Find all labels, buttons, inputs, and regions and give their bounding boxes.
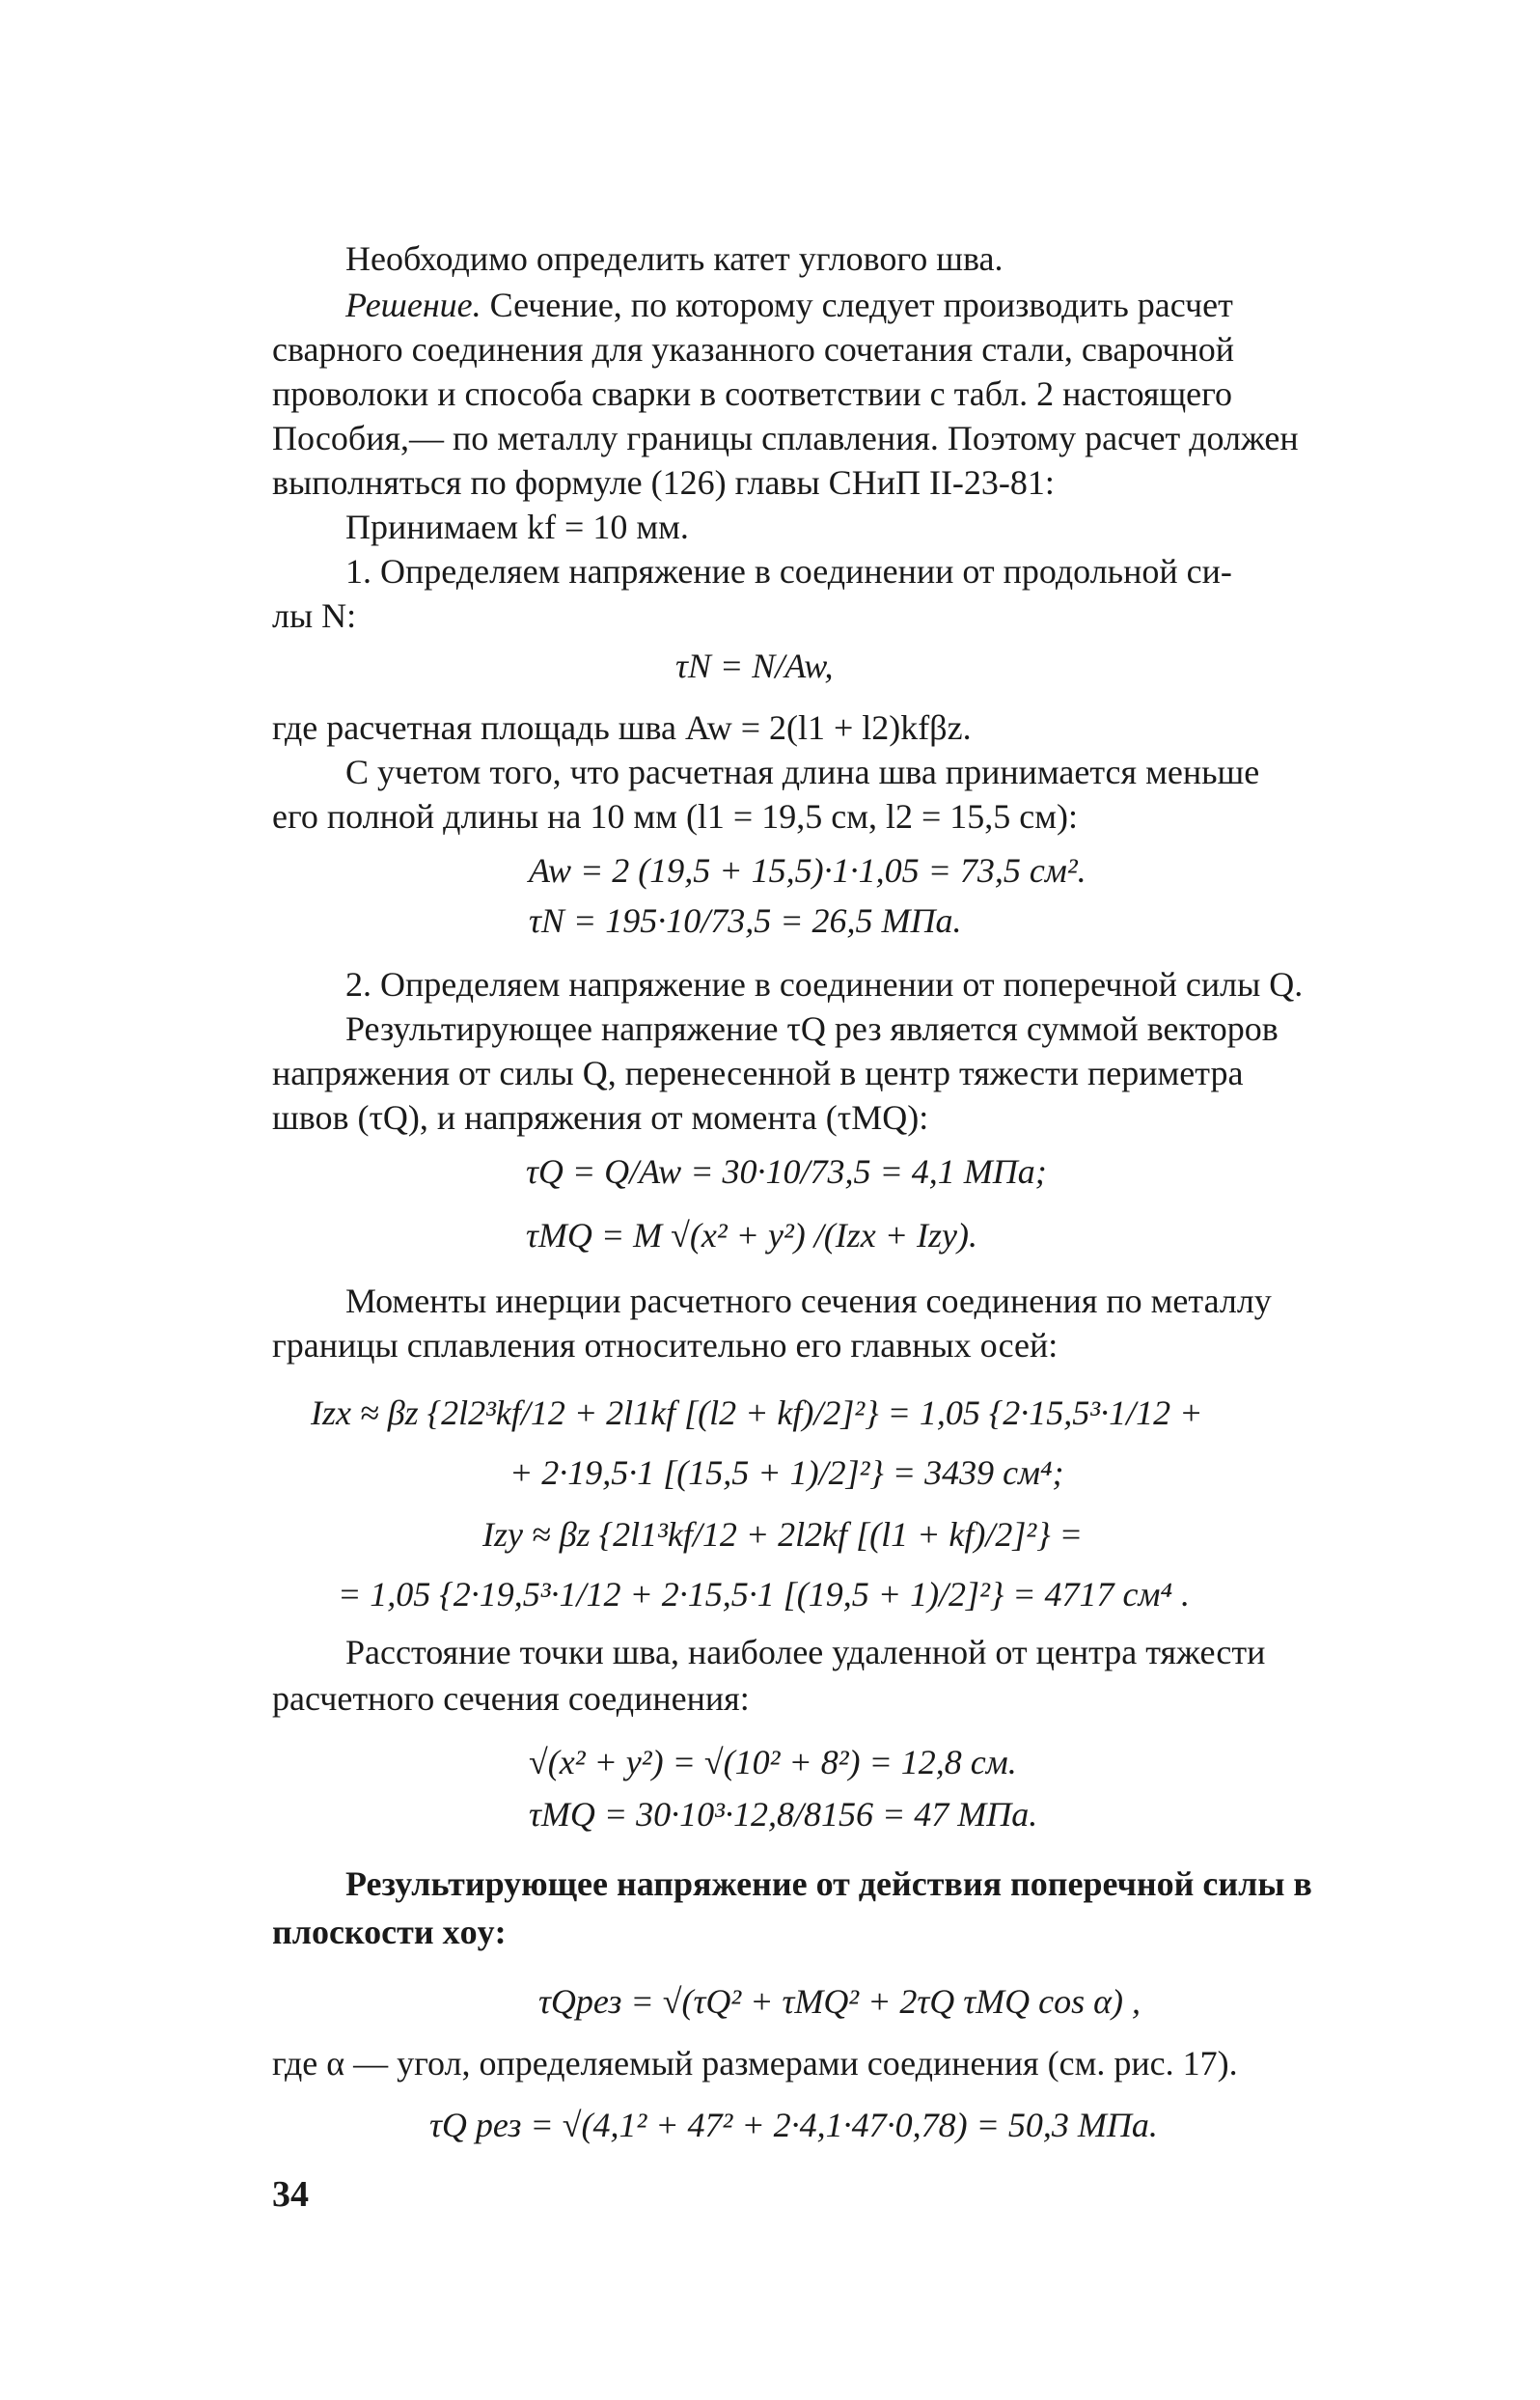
- formula: τQ = Q/Aw = 30·10/73,5 = 4,1 МПа;: [526, 1152, 1047, 1191]
- formula: τQ рез = √(4,1² + 47² + 2·4,1·47·0,78) = 50,3 МПа.: [429, 2106, 1158, 2144]
- formula: τN = N/Aw,: [675, 647, 834, 685]
- formula: τMQ = 30·10³·12,8/8156 = 47 МПа.: [529, 1795, 1038, 1834]
- text-line: Принимаем kf = 10 мм.: [345, 508, 689, 546]
- text-line: его полной длины на 10 мм (l1 = 19,5 см, l2 = 15,5 см):: [272, 797, 1079, 836]
- heading-solution: Решение.: [345, 286, 481, 324]
- text-line: Расстояние точки шва, наиболее удаленной от центра тяжести: [345, 1633, 1266, 1671]
- text-line: Результирующее напряжение от действия поперечной силы в: [345, 1864, 1312, 1903]
- text-line: 1. Определяем напряжение в соединении от продольной си-: [345, 552, 1232, 591]
- text-line: где α — угол, определяемый размерами соединения (см. рис. 17).: [272, 2044, 1238, 2083]
- text-line: плоскости xoy:: [272, 1913, 507, 1951]
- formula: Izy ≈ βz {2l1³kf/12 + 2l2kf [(l1 + kf)/2]²} =: [482, 1515, 1083, 1554]
- text-line: Результирующее напряжение τQ рез является суммой векторов: [345, 1009, 1279, 1048]
- text-line: лы N:: [272, 596, 357, 635]
- text-line: напряжения от силы Q, перенесенной в центр тяжести периметра: [272, 1054, 1244, 1092]
- formula: τN = 195·10/73,5 = 26,5 МПа.: [529, 901, 962, 940]
- text-line: проволоки и способа сварки в соответствии с табл. 2 настоящего: [272, 374, 1233, 413]
- text-line: 2. Определяем напряжение в соединении от поперечной силы Q.: [345, 965, 1304, 1004]
- formula: + 2·19,5·1 [(15,5 + 1)/2]²} = 3439 см⁴;: [509, 1453, 1064, 1492]
- page-number: 34: [272, 2174, 309, 2215]
- text-line: Пособия,— по металлу границы сплавления. Поэтому расчет должен: [272, 419, 1299, 457]
- text-line: Моменты инерции расчетного сечения соединения по металлу: [345, 1282, 1272, 1320]
- text-line: выполняться по формуле (126) главы СНиП II-23-81:: [272, 463, 1055, 502]
- text-line: Необходимо определить катет углового шва.: [345, 239, 1004, 278]
- text-line: где расчетная площадь шва Aw = 2(l1 + l2)kfβz.: [272, 708, 972, 747]
- formula: Izx ≈ βz {2l2³kf/12 + 2l1kf [(l2 + kf)/2]²} = 1,05 {2·15,5³·1/12 +: [311, 1393, 1203, 1432]
- text-line: швов (τQ), и напряжения от момента (τMQ):: [272, 1098, 929, 1137]
- text-line-rest: Сечение, по которому следует производить расчет: [481, 286, 1233, 324]
- text-line: расчетного сечения соединения:: [272, 1679, 750, 1718]
- formula: Aw = 2 (19,5 + 15,5)·1·1,05 = 73,5 см².: [529, 851, 1086, 890]
- formula: τQрез = √(τQ² + τMQ² + 2τQ τMQ cos α) ,: [538, 1982, 1141, 2021]
- text-line: сварного соединения для указанного сочетания стали, сварочной: [272, 330, 1235, 369]
- text-line: [345, 288, 1233, 322]
- formula: τMQ = M √(x² + y²) /(Izx + Izy).: [526, 1216, 977, 1255]
- formula: = 1,05 {2·19,5³·1/12 + 2·15,5·1 [(19,5 + 1)/2]²} = 4717 см⁴ .: [338, 1575, 1191, 1614]
- text-line: границы сплавления относительно его главных осей:: [272, 1326, 1059, 1365]
- text-line: С учетом того, что расчетная длина шва принимается меньше: [345, 753, 1260, 791]
- formula: √(x² + y²) = √(10² + 8²) = 12,8 см.: [529, 1743, 1017, 1781]
